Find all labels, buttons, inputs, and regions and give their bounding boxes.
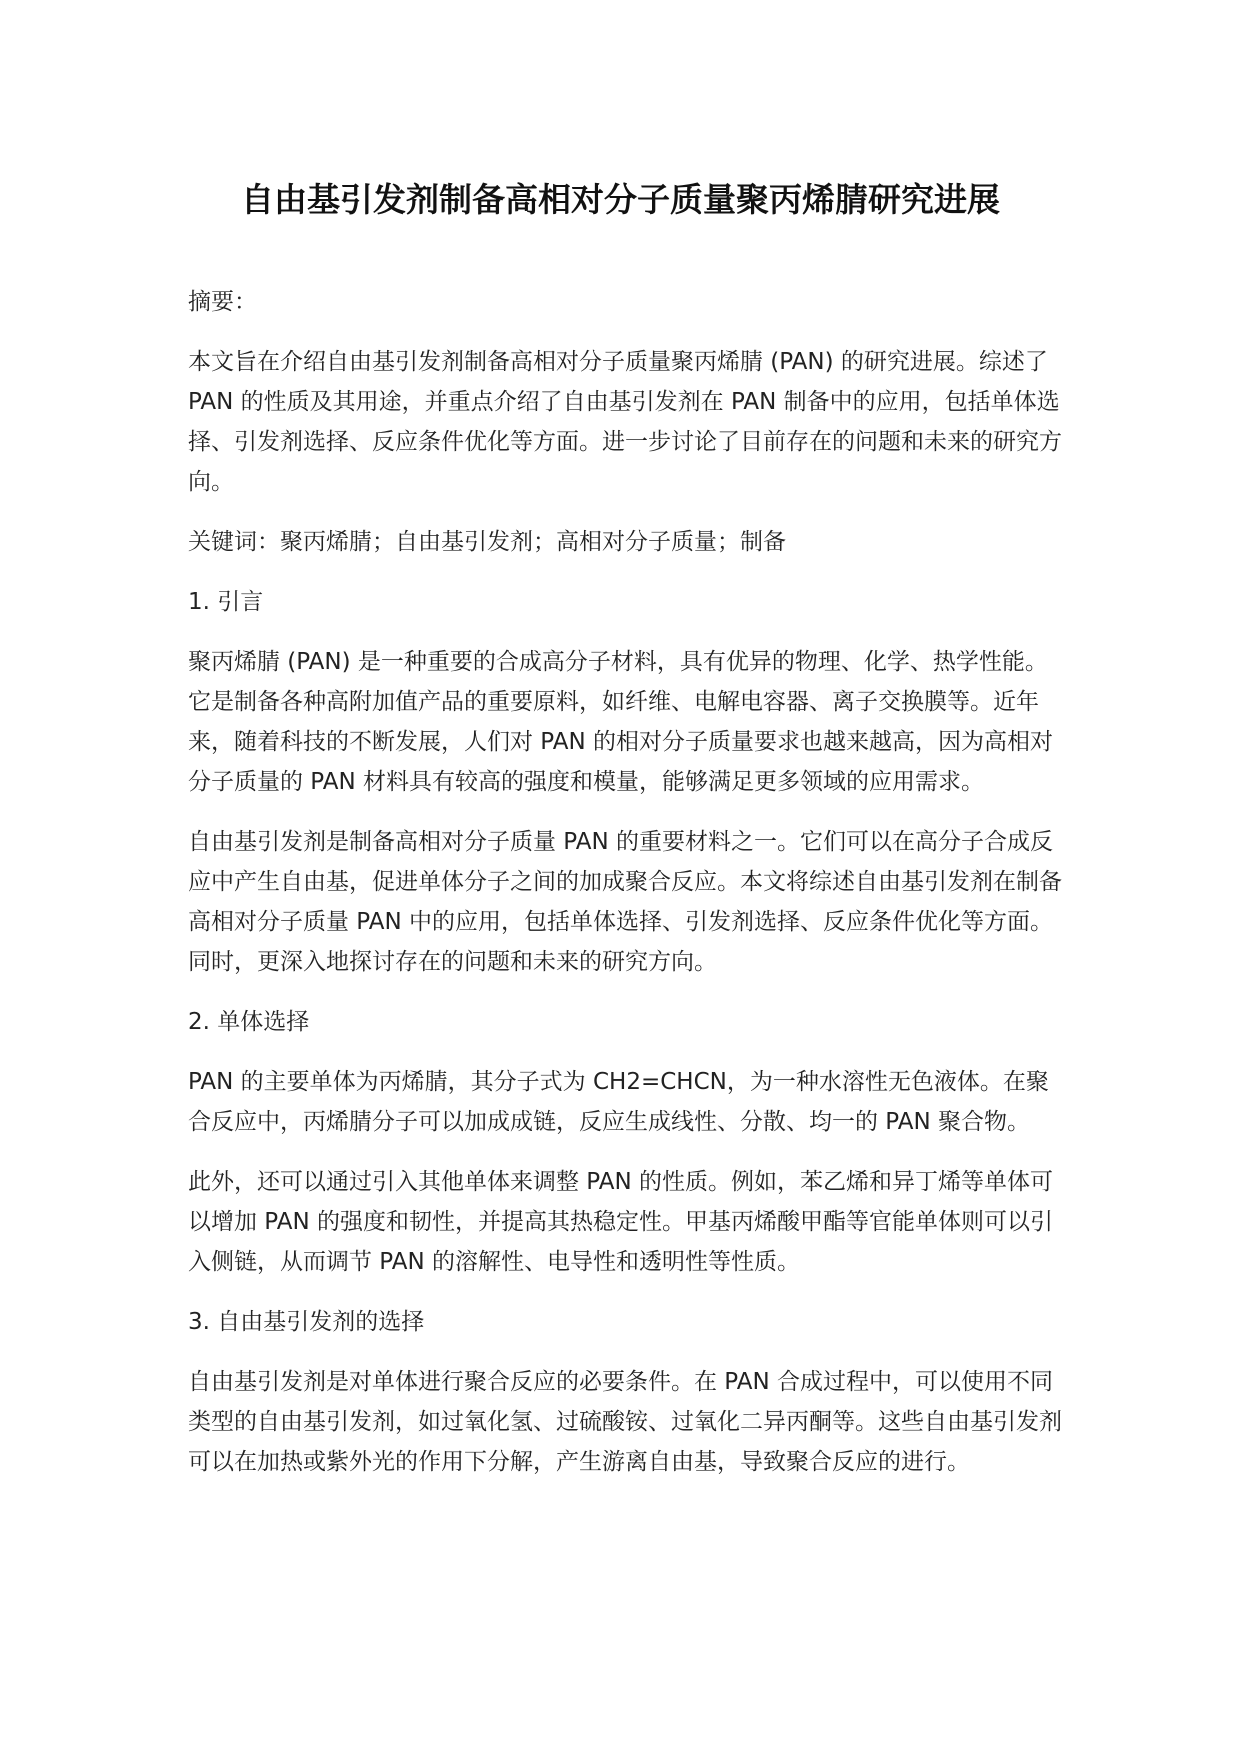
- section-heading-introduction: 1. 引言: [188, 589, 264, 615]
- section-heading-monomer-selection: 2. 单体选择: [188, 1009, 310, 1035]
- body-paragraph: 自由基引发剂是制备高相对分子质量 PAN 的重要材料之一。它们可以在高分子合成反应中产生自由基，促进单体分子之间的加成聚合反应。本文将综述自由基引发剂在制备高相对分子质量 PAN 中的应用，包括单体选择、引发剂选择、反应条件优化等方面。同时，更深入地探讨存在的问题和未来的研究方向。: [188, 829, 1062, 975]
- body-paragraph: 此外，还可以通过引入其他单体来调整 PAN 的性质。例如，苯乙烯和异丁烯等单体可以增加 PAN 的强度和韧性，并提高其热稳定性。甲基丙烯酸甲酯等官能单体则可以引入侧链，从而调节 PAN 的溶解性、电导性和透明性等性质。: [188, 1169, 1053, 1275]
- abstract-label: 摘要：: [188, 289, 257, 315]
- section-heading-initiator-selection: 3. 自由基引发剂的选择: [188, 1309, 425, 1335]
- body-paragraph: 聚丙烯腈 (PAN) 是一种重要的合成高分子材料，具有优异的物理、化学、热学性能。它是制备各种高附加值产品的重要原料，如纤维、电解电容器、离子交换膜等。近年来，随着科技的不断发展，人们对 PAN 的相对分子质量要求也越来越高，因为高相对分子质量的 PAN 材料具有较高的强度和模量，能够满足更多领域的应用需求。: [188, 649, 1053, 795]
- document-body: [188, 282, 1068, 1502]
- body-paragraph: PAN 的主要单体为丙烯腈，其分子式为 CH2=CHCN，为一种水溶性无色液体。在聚合反应中，丙烯腈分子可以加成成链，反应生成线性、分散、均一的 PAN 聚合物。: [188, 1069, 1049, 1135]
- abstract-paragraph: 本文旨在介绍自由基引发剂制备高相对分子质量聚丙烯腈 (PAN) 的研究进展。综述了 PAN 的性质及其用途，并重点介绍了自由基引发剂在 PAN 制备中的应用，包括单体选择、引发剂选择、反应条件优化等方面。进一步讨论了目前存在的问题和未来的研究方向。: [188, 349, 1062, 495]
- document-title: 自由基引发剂制备高相对分子质量聚丙烯腈研究进展: [241, 180, 1000, 219]
- body-paragraph: 自由基引发剂是对单体进行聚合反应的必要条件。在 PAN 合成过程中，可以使用不同类型的自由基引发剂，如过氧化氢、过硫酸铵、过氧化二异丙酮等。这些自由基引发剂可以在加热或紫外光的作用下分解，产生游离自由基，导致聚合反应的进行。: [188, 1369, 1062, 1475]
- keywords-line: 关键词：聚丙烯腈；自由基引发剂；高相对分子质量；制备: [188, 529, 786, 555]
